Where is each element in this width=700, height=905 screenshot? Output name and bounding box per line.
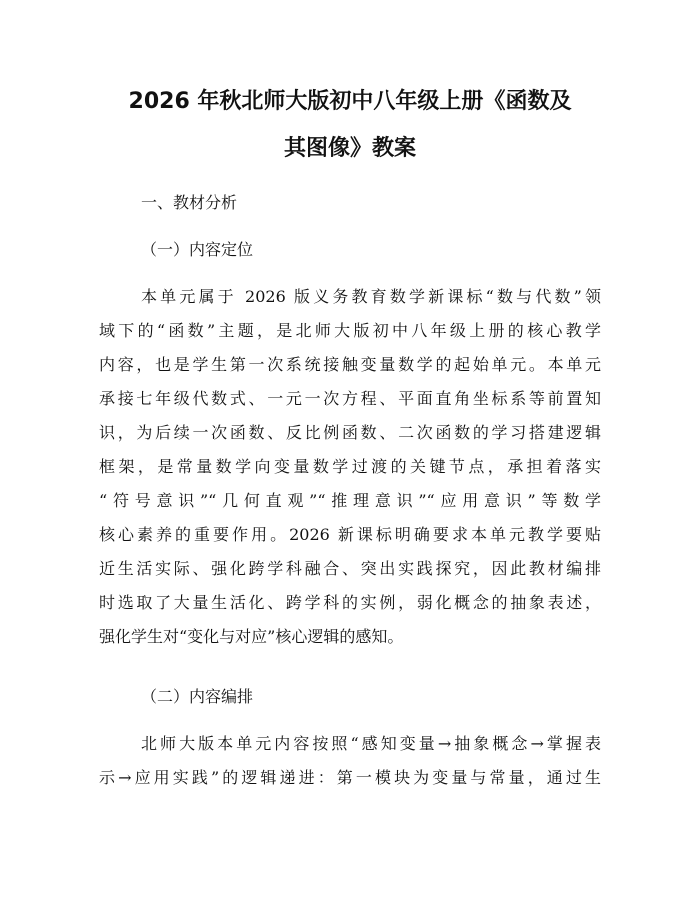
paragraph-line: 承接七年级代数式、一元一次方程、平面直角坐标系等前置知 bbox=[99, 389, 601, 408]
paragraph-line: 示→应用实践”的逻辑递进：第一模块为变量与常量，通过生 bbox=[99, 768, 601, 787]
paragraph-line: 近生活实际、强化跨学科融合、突出实践探究，因此教材编排 bbox=[99, 559, 601, 578]
paragraph-line: 框架，是常量数学向变量数学过渡的关键节点，承担着落实 bbox=[99, 457, 601, 476]
paragraph-line: “符号意识”“几何直观”“推理意识”“应用意识”等数学 bbox=[99, 491, 601, 510]
document-title-line-1: 2026 年秋北师大版初中八年级上册《函数及 bbox=[128, 89, 572, 114]
paragraph-line: 本单元属于 2026 版义务教育数学新课标“数与代数”领 bbox=[141, 287, 601, 306]
paragraph-line: 北师大版本单元内容按照“感知变量→抽象概念→掌握表 bbox=[141, 734, 601, 753]
subsection-heading-content-arrangement: （二）内容编排 bbox=[141, 687, 254, 706]
paragraph-line: 核心素养的重要作用。2026 新课标明确要求本单元教学要贴 bbox=[99, 525, 601, 544]
paragraph-line: 识，为后续一次函数、反比例函数、二次函数的学习搭建逻辑 bbox=[99, 423, 601, 442]
paragraph-line: 时选取了大量生活化、跨学科的实例，弱化概念的抽象表述， bbox=[99, 593, 601, 612]
paragraph-line: 内容，也是学生第一次系统接触变量数学的起始单元。本单元 bbox=[99, 355, 601, 374]
section-heading-textbook-analysis: 一、教材分析 bbox=[141, 193, 238, 212]
subsection-heading-content-positioning: （一）内容定位 bbox=[141, 240, 254, 259]
document-title-line-2: 其图像》教案 bbox=[283, 136, 416, 161]
paragraph-line: 强化学生对“变化与对应”核心逻辑的感知。 bbox=[99, 627, 404, 646]
paragraph-line: 域下的“函数”主题，是北师大版初中八年级上册的核心教学 bbox=[99, 321, 601, 340]
